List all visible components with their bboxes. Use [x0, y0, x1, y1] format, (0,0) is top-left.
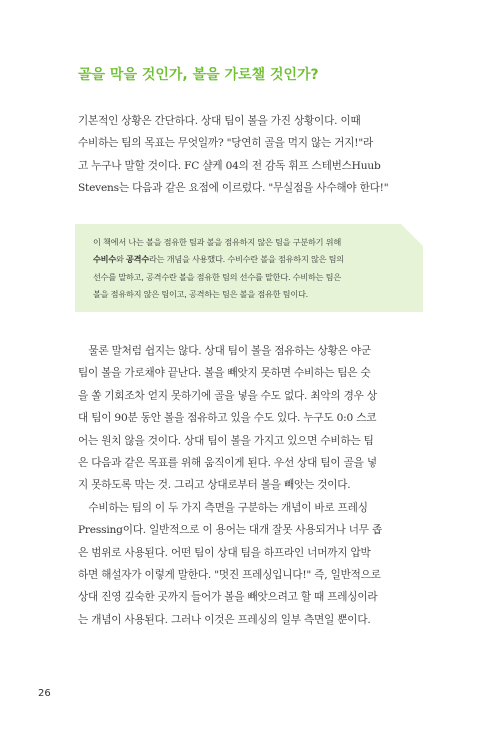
text-line: Stevens는 다음과 같은 요점에 이르렀다. "무실점을 사수해야 한다!"	[78, 182, 389, 195]
page-number: 26	[38, 688, 51, 699]
note-line: 볼을 점유하지 않은 팀이고, 공격하는 팀은 볼을 점유한 팀이다.	[93, 289, 309, 300]
text-line: 수비하는 팀의 이 두 가지 측면을 구분하는 개념이 바로 프레싱	[78, 501, 368, 514]
note-line	[93, 251, 409, 268]
text-line: 수비하는 팀의 목표는 무엇일까? "당연히 골을 먹지 않는 거지!"라	[78, 137, 374, 150]
note-line: 이 책에서 나는 볼을 점유한 팀과 볼을 점유하지 않은 팀을 구분하기 위해	[93, 237, 341, 247]
text-line: 은 범위로 사용된다. 어떤 팀이 상대 팀을 하프라인 너머까지 압박	[78, 546, 371, 559]
note-text	[93, 234, 409, 304]
text-line: 은 다음과 같은 목표를 위해 움직이게 된다. 우선 상대 팀이 골을 넣	[78, 457, 377, 470]
text-line: 기본적인 상황은 간단하다. 상대 팀이 볼을 가진 상황이다. 이때	[78, 115, 361, 127]
text-line: 어는 원치 않을 것이다. 상대 팀이 볼을 가지고 있으면 수비하는 팀	[78, 434, 374, 447]
text-line: 대 팀이 90분 동안 볼을 점유하고 있을 수도 있다. 누구도 0:0 스코	[78, 412, 377, 425]
intro-paragraph	[78, 110, 421, 200]
text-line: 상대 진영 깊숙한 곳까지 들어가 볼을 빼앗으려고 할 때 프레싱이라	[78, 591, 378, 604]
note-fragment: 라는 개념을 사용했다. 수비수란 볼을 점유하지 않은 팀의	[148, 254, 344, 265]
text-line: 는 개념이 사용된다. 그러나 이것은 프레싱의 일부 측면일 뿐이다.	[78, 613, 371, 626]
text-line: 을 쏠 기회조차 얻지 못하기에 골을 넣을 수도 없다. 최악의 경우 상	[78, 389, 377, 402]
text-line: 지 못하도록 막는 것. 그리고 상대로부터 볼을 빼앗는 것이다.	[78, 479, 351, 492]
text-line: 물론 말처럼 쉽지는 않다. 상대 팀이 볼을 점유하는 상황은 야군	[78, 345, 371, 357]
note-fragment: 와	[115, 254, 126, 265]
note-line: 선수를 말하고, 공격수란 볼을 점유한 팀의 선수를 말한다. 수비하는 팀은	[93, 271, 341, 282]
term-defender: 수비수	[93, 254, 116, 265]
text-line: 고 누구나 말할 것이다. FC 샬케 04의 전 감독 휘프 스테번스Huub	[78, 159, 381, 172]
term-attacker: 공격수	[126, 254, 149, 265]
text-line: Pressing이다. 일반적으로 이 용어는 대개 잘못 사용되거나 너무 좁	[78, 524, 383, 537]
section-heading: 골을 막을 것인가, 볼을 가로챌 것인가?	[78, 67, 319, 83]
text-line: 하면 해설자가 이렇게 말한다. "멋진 프레싱입니다!" 즉, 일반적으로	[78, 569, 381, 582]
body-paragraph	[78, 340, 421, 631]
text-line: 팀이 볼을 가로채야 끝난다. 볼을 빼앗지 못하면 수비하는 팀은 숫	[78, 367, 371, 380]
definition-note-box	[75, 224, 423, 312]
